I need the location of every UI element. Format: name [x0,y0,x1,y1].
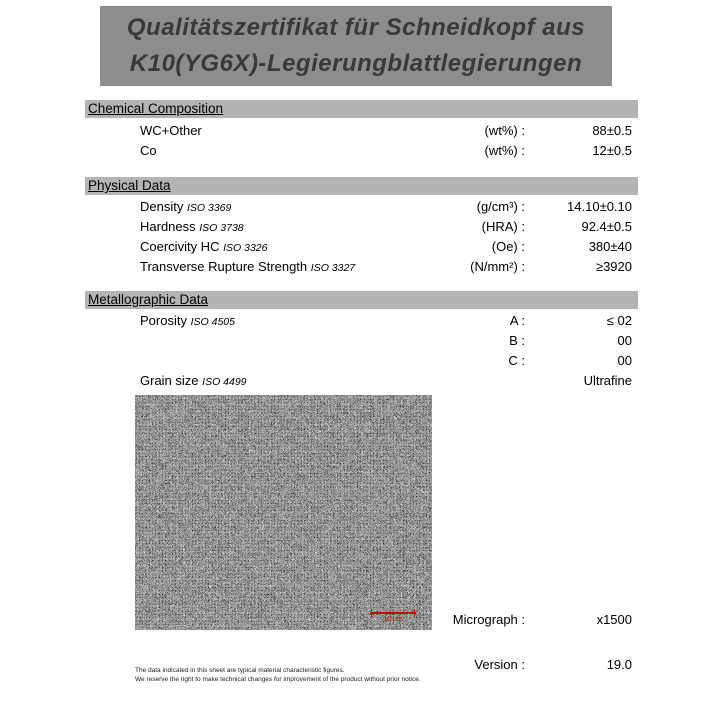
footer-notes [135,666,465,684]
section-title: Chemical Composition [88,101,224,116]
version-value: 19.0 [606,657,632,672]
footer-note-line-1: The data indicated in this sheet are typical material characteristic figures. [135,667,345,674]
row-label: Density [140,199,184,214]
row-label: Hardness [140,219,196,234]
row-value: ≥3920 [595,259,632,274]
row-label: Coercivity HC [140,239,220,254]
row-label: Transverse Rupture Strength [140,259,308,274]
row-iso-standard: ISO 3327 [310,262,356,274]
row-unit: (g/cm³) : [476,199,525,214]
row-unit: (HRA) : [481,219,525,234]
row-value: 00 [617,353,632,368]
micrograph-image [135,395,432,630]
table-row-porosity-a [85,311,638,331]
row-unit: B : [509,333,525,348]
row-label: Co [140,143,157,158]
row-value: 00 [617,333,632,348]
row-value: 88±0.5 [592,123,632,138]
micrograph-caption: Micrograph : [452,612,525,627]
table-row-transverse-rupture-strength [85,257,638,277]
table-row-wc-other [85,121,638,141]
section-title: Physical Data [88,178,171,193]
table-row-density [85,197,638,217]
row-iso-standard: ISO 3738 [199,222,244,234]
row-value: 14.10±0.10 [567,199,632,214]
row-unit: (wt%) : [484,143,525,158]
row-iso-standard: ISO 4499 [202,376,247,388]
row-unit: (wt%) : [484,123,525,138]
micrograph-magnification: x1500 [596,612,632,627]
section-header-metallographic-data [85,291,638,309]
footer-note-line-2: We reserve the right to make technical changes for improvement of the product without prior notice. [135,676,421,683]
title-line-1: Qualitätszertifikat für Schneidkopf aus [126,14,586,41]
version-label: Version : [474,657,525,672]
table-row-grain-size [85,371,638,391]
table-row-porosity-c [85,351,638,371]
row-iso-standard: ISO 3369 [186,202,232,214]
row-unit: A : [509,313,525,328]
row-value: 12±0.5 [592,143,632,158]
table-row-micrograph [85,610,638,630]
table-row-coercivity [85,237,638,257]
table-row-porosity-b [85,331,638,351]
row-unit: (Oe) : [491,239,525,254]
section-title: Metallographic Data [88,292,209,307]
section-header-physical-data [85,177,638,195]
table-row-hardness [85,217,638,237]
row-value: Ultrafine [583,373,632,388]
title-line-2: K10(YG6X)-Legierungblattlegierungen [129,50,583,77]
table-row-co [85,141,638,161]
row-label: Grain size [140,373,199,388]
row-label: Porosity [140,313,187,328]
row-label: WC+Other [140,123,202,138]
row-iso-standard: ISO 4505 [190,316,235,328]
section-header-chemical-composition [85,100,638,118]
row-value: ≤ 02 [606,313,632,328]
scale-bar-label: 10 μm [383,616,403,623]
row-unit: C : [508,353,525,368]
row-unit: (N/mm²) : [470,259,525,274]
row-unit [371,371,531,391]
certificate-title-block [100,6,612,86]
row-iso-standard: ISO 3326 [223,242,268,254]
micrograph-texture [135,395,432,630]
row-value: 92.4±0.5 [581,219,632,234]
row-value: 380±40 [588,239,632,254]
